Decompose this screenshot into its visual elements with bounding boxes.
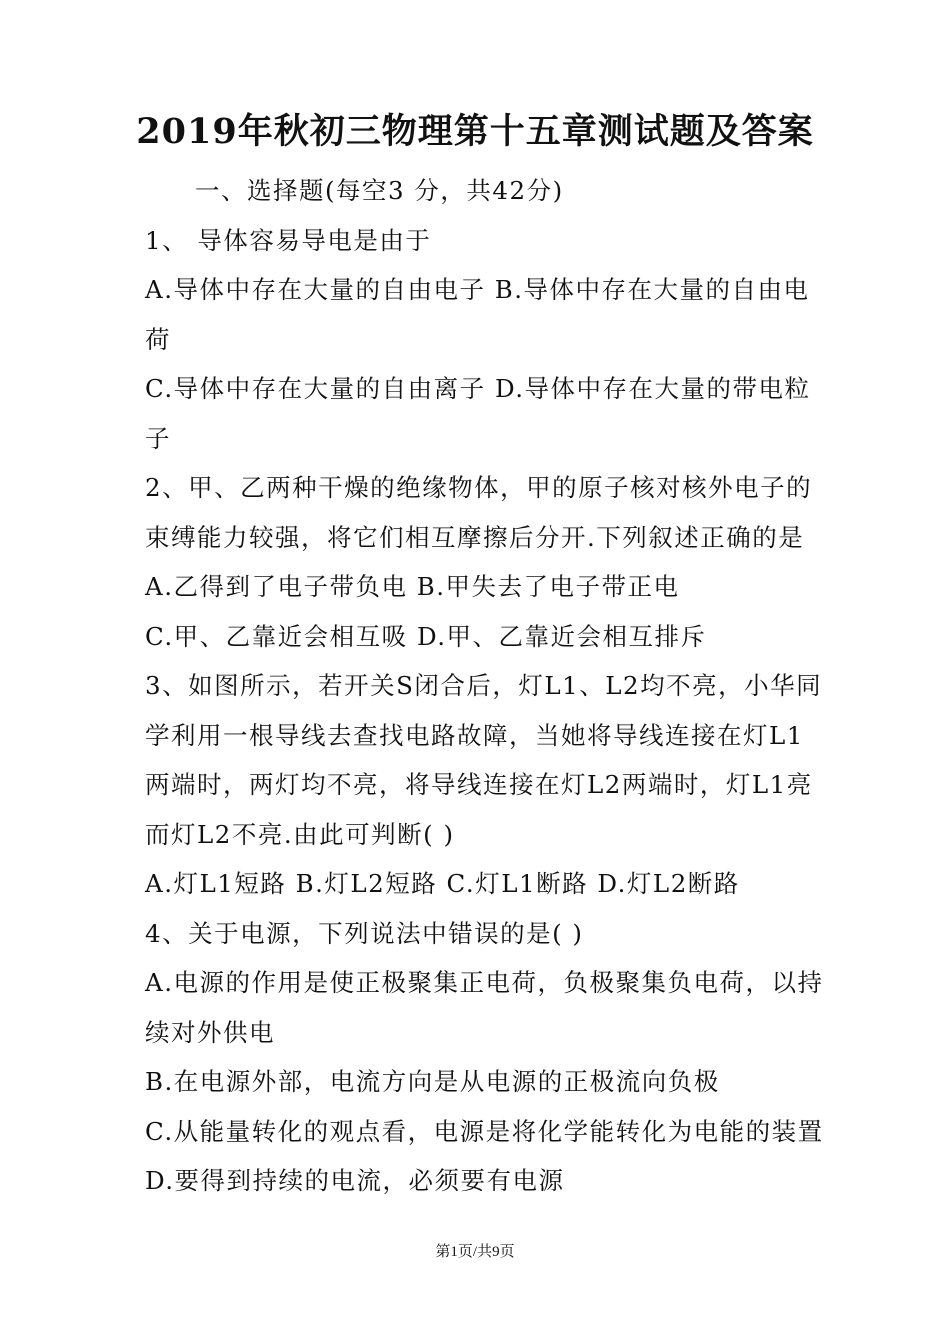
question-1-stem: 1、 导体容易导电是由于 — [145, 225, 432, 255]
question-1-options-cd: C.导体中存在大量的自由离子 D.导体中存在大量的带电粒 — [145, 374, 811, 403]
question-2-options-ab: A.乙得到了电子带负电 B.甲失去了电子带正电 — [145, 572, 680, 601]
question-3-stem-line4: 而灯L2不亮.由此可判断( ) — [145, 819, 455, 849]
question-4-option-a-cont: 续对外供电 — [145, 1017, 275, 1047]
question-3-options: A.灯L1短路 B.灯L2短路 C.灯L1断路 D.灯L2断路 — [145, 869, 740, 898]
page-footer: 第1页/共9页 — [435, 1244, 515, 1260]
question-3-stem-line3: 两端时，两灯均不亮，将导线连接在灯L2两端时，灯L1亮 — [145, 770, 813, 799]
question-3-stem-line2: 学利用一根导线去查找电路故障，当她将导线连接在灯L1 — [145, 720, 804, 750]
document-body — [145, 166, 824, 1206]
question-1-options-ab: A.导体中存在大量的自由电子 B.导体中存在大量的自由电 — [145, 275, 810, 304]
document-title: 2019年秋初三物理第十五章测试题及答案 — [136, 111, 814, 152]
section-heading: 一、选择题(每空3 分，共42分) — [195, 176, 564, 205]
question-4-option-b: B.在电源外部，电流方向是从电源的正极流向负极 — [145, 1067, 720, 1096]
question-2-stem: 2、甲、乙两种干燥的绝缘物体，甲的原子核对核外电子的 — [145, 473, 813, 502]
question-2-options-cd: C.甲、乙靠近会相互吸 D.甲、乙靠近会相互排斥 — [145, 621, 707, 651]
question-2-stem-cont: 束缚能力较强，将它们相互摩擦后分开.下列叙述正确的是 — [145, 522, 805, 552]
question-1-options-cd-cont: 子 — [145, 423, 171, 453]
question-1-options-ab-cont: 荷 — [145, 324, 171, 354]
question-4-option-c: C.从能量转化的观点看，电源是将化学能转化为电能的装置 — [145, 1116, 824, 1146]
question-4-option-a: A.电源的作用是使正极聚集正电荷，负极聚集负电荷，以持 — [145, 968, 824, 997]
question-4-stem: 4、关于电源，下列说法中错误的是( ) — [145, 918, 584, 948]
question-3-stem: 3、如图所示，若开关S闭合后，灯L1、L2均不亮，小华同 — [145, 671, 823, 700]
question-4-option-d: D.要得到持续的电流，必须要有电源 — [145, 1166, 565, 1195]
